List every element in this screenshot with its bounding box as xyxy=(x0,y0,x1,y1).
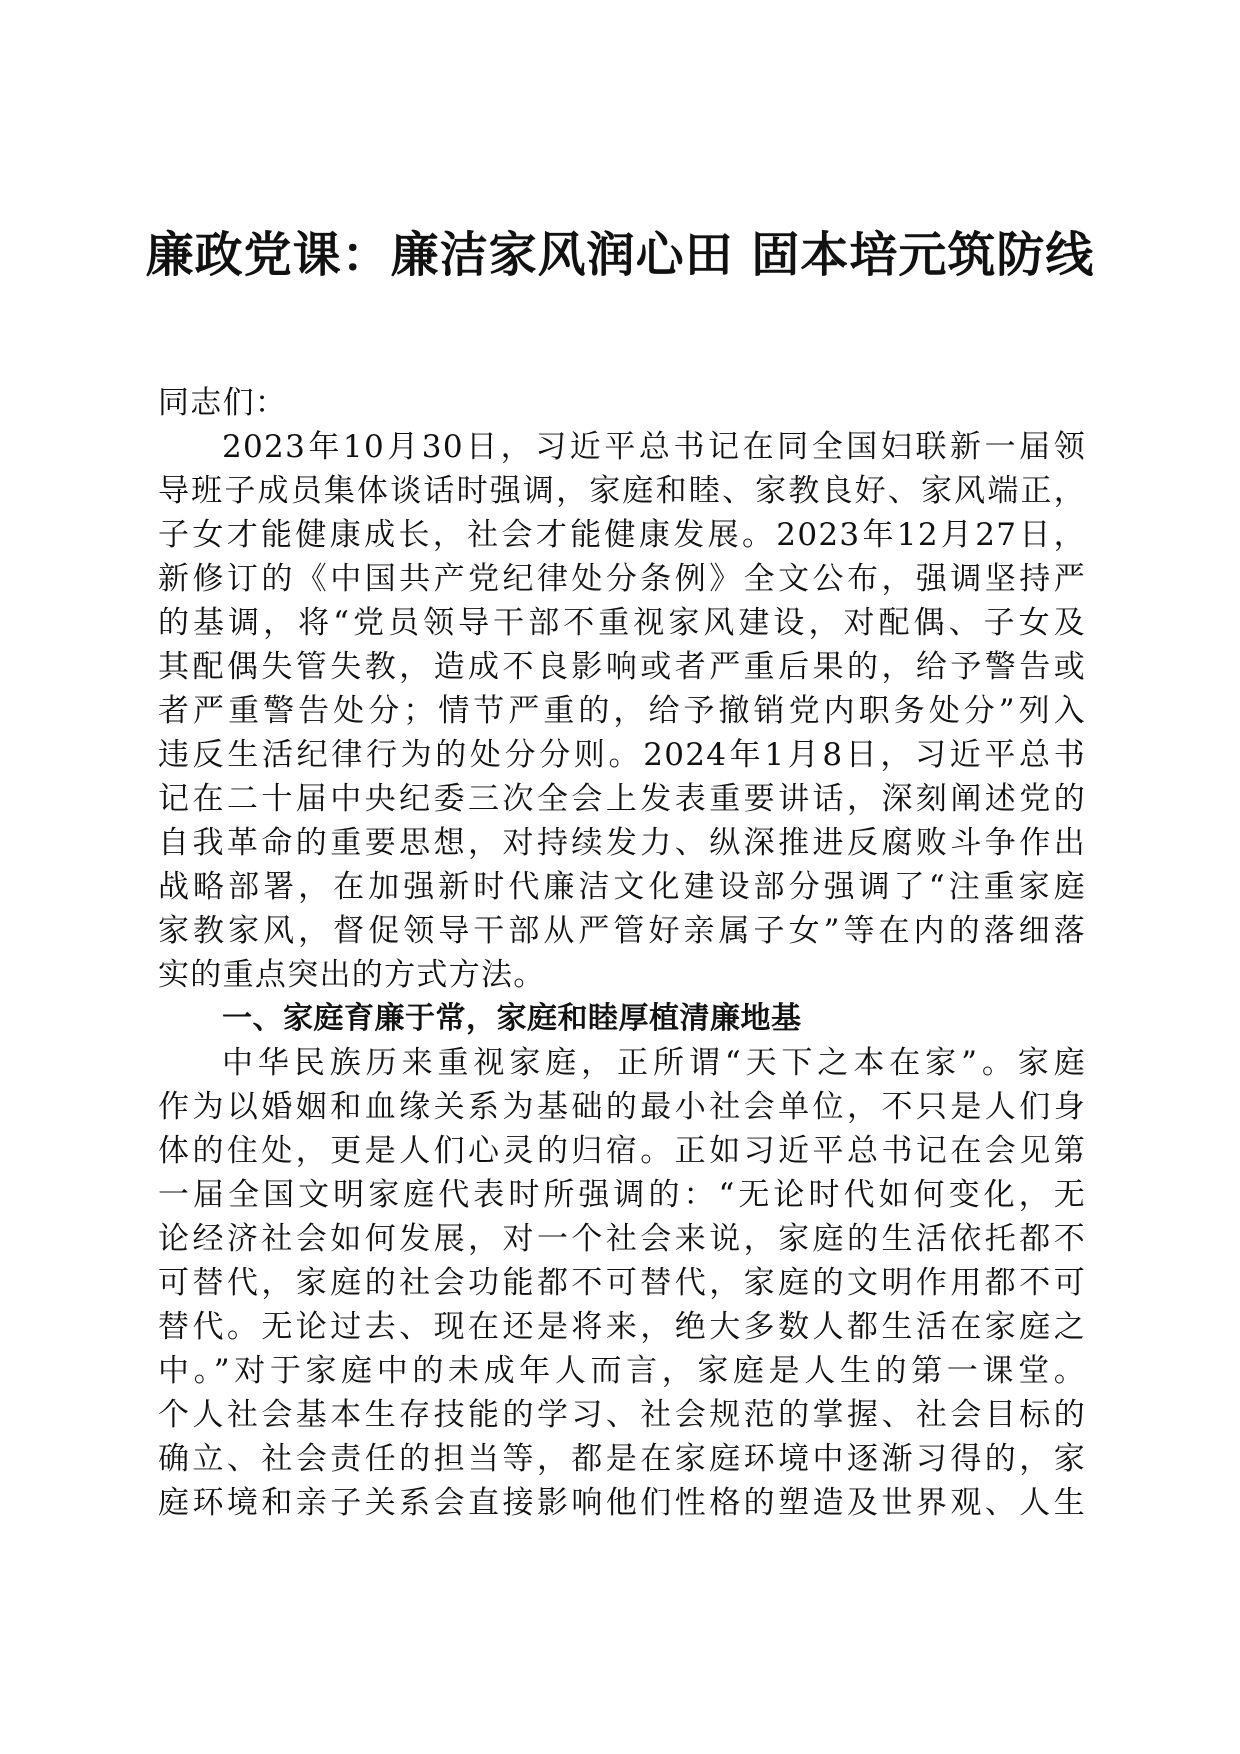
paragraph-line: 中。”对于家庭中的未成年人而言，家庭是人生的第一课堂。 xyxy=(158,1353,1086,1389)
paragraph-line: 庭环境和亲子关系会直接影响他们性格的塑造及世界观、人生 xyxy=(158,1485,1086,1521)
paragraph-line: 2023年10月30日，习近平总书记在同全国妇联新一届领 xyxy=(222,429,1086,465)
paragraph-line: 自我革命的重要思想，对持续发力、纵深推进反腐败斗争作出 xyxy=(158,825,1086,861)
paragraph-line: 违反生活纪律行为的处分分则。2024年1月8日，习近平总书 xyxy=(158,737,1086,773)
paragraph-line: 战略部署，在加强新时代廉洁文化建设部分强调了“注重家庭 xyxy=(158,869,1086,905)
paragraph-line: 论经济社会如何发展，对一个社会来说，家庭的生活依托都不 xyxy=(158,1221,1086,1257)
paragraph-line: 体的住处，更是人们心灵的归宿。正如习近平总书记在会见第 xyxy=(158,1133,1086,1169)
paragraph-line: 个人社会基本生存技能的学习、社会规范的掌握、社会目标的 xyxy=(158,1397,1086,1433)
paragraph-line: 者严重警告处分；情节严重的，给予撤销党内职务处分”列入 xyxy=(158,693,1086,729)
salutation: 同志们： xyxy=(158,385,288,421)
paragraph-line: 可替代，家庭的社会功能都不可替代，家庭的文明作用都不可 xyxy=(158,1265,1086,1301)
paragraph-line: 实的重点突出的方式方法。 xyxy=(158,957,546,993)
paragraph-line: 中华民族历来重视家庭，正所谓“天下之本在家”。家庭 xyxy=(222,1045,1086,1081)
paragraph-line: 家教家风，督促领导干部从严管好亲属子女”等在内的落细落 xyxy=(158,913,1086,949)
document-title: 廉政党课：廉洁家风润心田 固本培元筑防线 xyxy=(145,227,1095,283)
paragraph-line: 记在二十届中央纪委三次全会上发表重要讲话，深刻阐述党的 xyxy=(158,781,1086,817)
document-body xyxy=(158,381,1086,1525)
paragraph-line: 作为以婚姻和血缘关系为基础的最小社会单位，不只是人们身 xyxy=(158,1089,1086,1125)
paragraph-line: 确立、社会责任的担当等，都是在家庭环境中逐渐习得的，家 xyxy=(158,1441,1086,1477)
paragraph-line: 导班子成员集体谈话时强调，家庭和睦、家教良好、家风端正， xyxy=(158,473,1086,509)
paragraph-line: 一届全国文明家庭代表时所强调的：“无论时代如何变化，无 xyxy=(158,1177,1086,1213)
paragraph-line: 新修订的《中国共产党纪律处分条例》全文公布，强调坚持严 xyxy=(158,561,1086,597)
paragraph-line: 替代。无论过去、现在还是将来，绝大多数人都生活在家庭之 xyxy=(158,1309,1086,1345)
paragraph-line: 子女才能健康成长，社会才能健康发展。2023年12月27日， xyxy=(158,517,1086,553)
paragraph-line: 的基调，将“党员领导干部不重视家风建设，对配偶、子女及 xyxy=(158,605,1086,641)
paragraph-line: 其配偶失管失教，造成不良影响或者严重后果的，给予警告或 xyxy=(158,649,1086,685)
section-heading: 一、家庭育廉于常，家庭和睦厚植清廉地基 xyxy=(222,1001,802,1036)
